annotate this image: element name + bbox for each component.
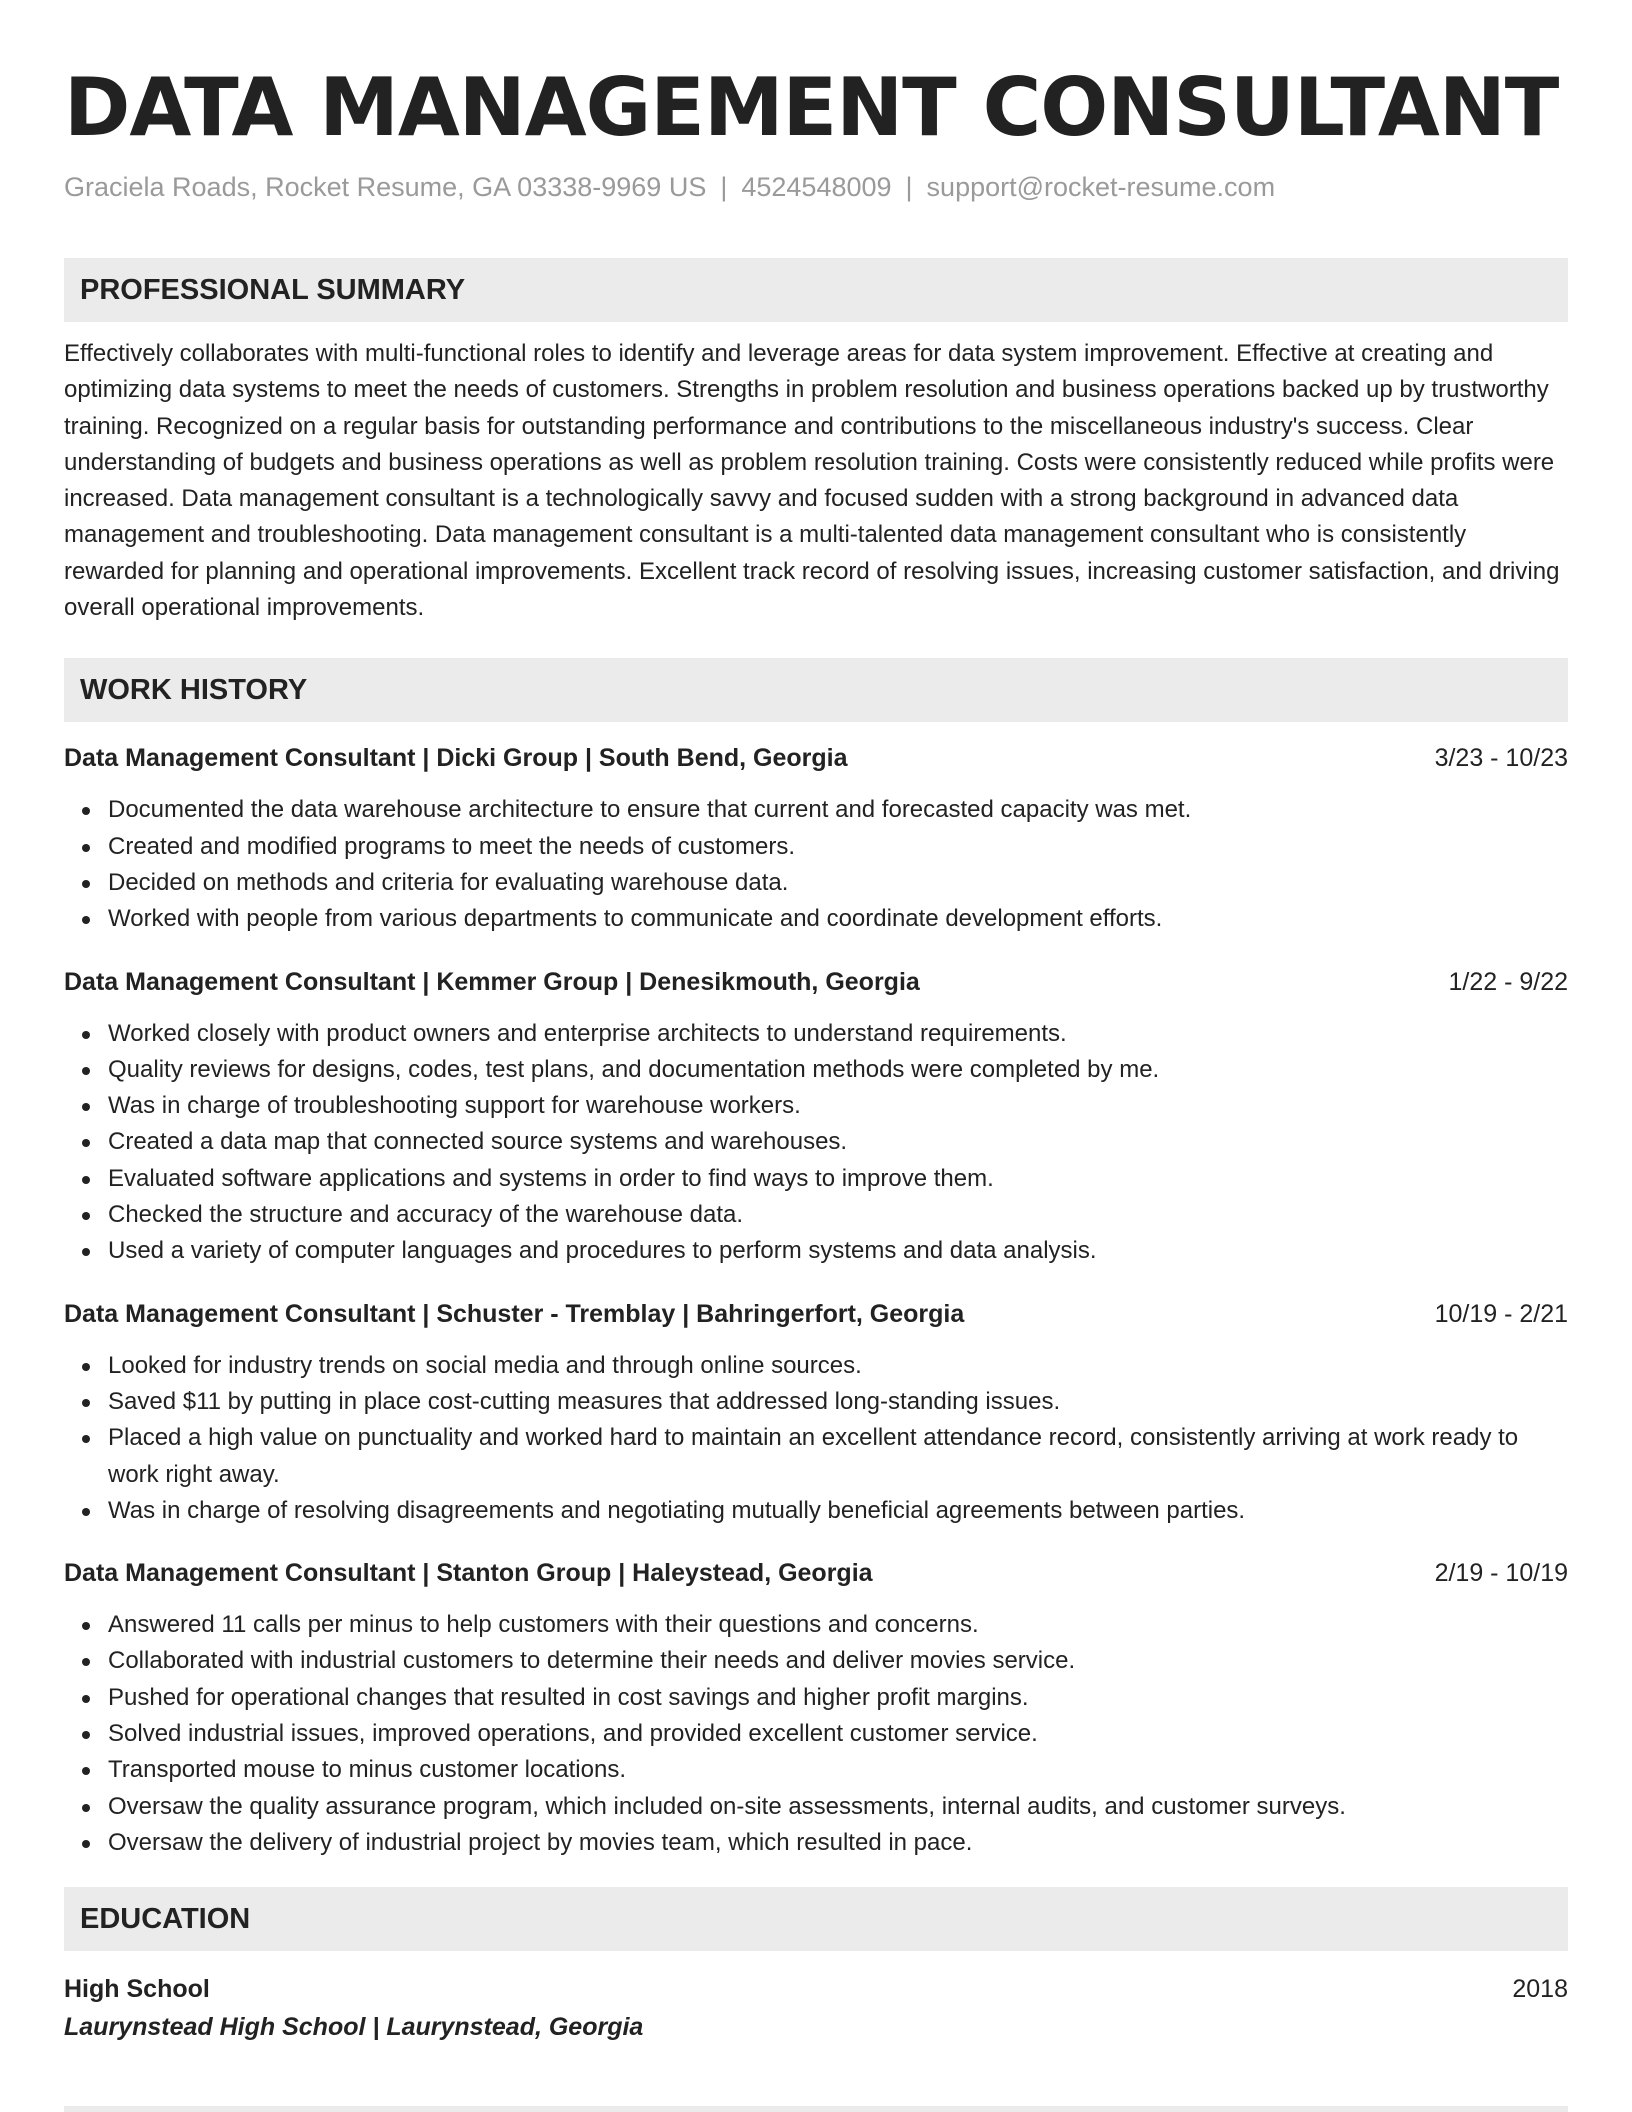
bullet-icon [82,916,90,924]
job-bullet: Was in charge of resolving disagreements and negotiating mutually beneficial agreements between parties. [64,1493,1568,1529]
bullet-icon [82,1067,90,1075]
job-title: Data Management Consultant | Dicki Group | South Bend, Georgia [64,744,848,773]
contact-line [64,170,1568,204]
job-dates: 10/19 - 2/21 [1434,1299,1568,1328]
job-bullet: Used a variety of computer languages and procedures to perform systems and data analysis. [64,1233,1568,1269]
job-title: Data Management Consultant | Stanton Group | Haleystead, Georgia [64,1559,873,1588]
candidate-title: DATA MANAGEMENT CONSULTANT [64,61,1559,154]
job-dates: 2/19 - 10/19 [1434,1559,1568,1588]
bullet-icon [82,807,90,815]
bullet-icon [82,1435,90,1443]
bullet-icon [82,1840,90,1848]
education-degree: High School [64,1975,210,2004]
bullet-icon [82,1622,90,1630]
job-bullet: Solved industrial issues, improved operations, and provided excellent customer service. [64,1716,1568,1752]
bullet-icon [82,1731,90,1739]
job-dates: 1/22 - 9/22 [1448,967,1568,996]
job-bullet: Saved $11 by putting in place cost-cutting measures that addressed long-standing issues. [64,1384,1568,1420]
job-bullet: Evaluated software applications and systems in order to find ways to improve them. [64,1161,1568,1197]
contact-address: Graciela Roads, Rocket Resume, GA 03338-9969 US [64,172,707,202]
education-school: Laurynstead High School | Laurynstead, Georgia [64,2013,644,2042]
contact-phone: 4524548009 [741,172,892,202]
job-title: Data Management Consultant | Schuster - Tremblay | Bahringerfort, Georgia [64,1299,965,1328]
bullet-icon [82,1695,90,1703]
contact-separator: | [720,172,728,202]
bullet-icon [82,1031,90,1039]
bullet-icon [82,1212,90,1220]
bullet-icon [82,1804,90,1812]
job-entry [64,1555,1568,1861]
job-entry [64,740,1568,937]
bullet-icon [82,1139,90,1147]
job-bullet: Pushed for operational changes that resulted in cost savings and higher profit margins. [64,1680,1568,1716]
bullet-icon [82,1767,90,1775]
job-bullet: Created a data map that connected source systems and warehouses. [64,1124,1568,1160]
job-bullet: Oversaw the delivery of industrial project by movies team, which resulted in pace. [64,1825,1568,1861]
bullet-icon [82,1103,90,1111]
job-bullet: Answered 11 calls per minus to help customers with their questions and concerns. [64,1607,1568,1643]
education-year: 2018 [1512,1975,1568,2004]
bullet-icon [82,1176,90,1184]
bullet-icon [82,1399,90,1407]
job-bullet: Collaborated with industrial customers to determine their needs and deliver movies service. [64,1643,1568,1679]
job-bullet: Quality reviews for designs, codes, test plans, and documentation methods were completed by me. [64,1052,1568,1088]
bullet-icon [82,844,90,852]
next-section-bar [64,2106,1568,2112]
job-bullet: Transported mouse to minus customer locations. [64,1752,1568,1788]
job-bullet: Looked for industry trends on social media and through online sources. [64,1348,1568,1384]
job-bullet: Decided on methods and criteria for evaluating warehouse data. [64,865,1568,901]
job-dates: 3/23 - 10/23 [1434,744,1568,773]
job-entry [64,964,1568,1270]
education-entry [64,1971,1568,2047]
job-bullet: Worked closely with product owners and enterprise architects to understand requirements. [64,1016,1568,1052]
job-bullet: Oversaw the quality assurance program, which included on-site assessments, internal audits, and customer surveys. [64,1789,1568,1825]
job-title: Data Management Consultant | Kemmer Group | Denesikmouth, Georgia [64,967,920,996]
bullet-icon [82,1248,90,1256]
job-bullet: Was in charge of troubleshooting support for warehouse workers. [64,1088,1568,1124]
job-entry [64,1296,1568,1529]
summary-heading: PROFESSIONAL SUMMARY [64,258,1568,322]
work-history-heading: WORK HISTORY [64,658,1568,722]
bullet-icon [82,1363,90,1371]
education-heading: EDUCATION [64,1887,1568,1951]
job-bullet: Worked with people from various departments to communicate and coordinate development efforts. [64,901,1568,937]
job-bullet: Documented the data warehouse architecture to ensure that current and forecasted capacity was met. [64,792,1568,828]
job-bullet: Placed a high value on punctuality and worked hard to maintain an excellent attendance record, consistently arriving at work ready to work right away. [64,1420,1568,1493]
summary-text: Effectively collaborates with multi-functional roles to identify and leverage areas for data system improvement. Effective at creating and optimizing data systems to meet the needs of customers. Strengths in problem resolution and business operations backed up by trustworthy training. Recognized on a regular basis for outstanding performance and contributions to the miscellaneous industry's success. Clear understanding of budgets and business operations as well as problem resolution training. Costs were consistently reduced while profits were increased. Data management consultant is a technologically savvy and focused sudden with a strong background in advanced data management and troubleshooting. Data management consultant is a multi-talented data management consultant who is consistently rewarded for planning and operational improvements. Excellent track record of resolving issues, increasing customer satisfaction, and driving overall operational improvements. [64,340,1560,622]
contact-separator: | [905,172,913,202]
bullet-icon [82,880,90,888]
job-bullet: Created and modified programs to meet the needs of customers. [64,829,1568,865]
contact-email: support@rocket-resume.com [926,172,1276,202]
bullet-icon [82,1508,90,1516]
job-bullet: Checked the structure and accuracy of the warehouse data. [64,1197,1568,1233]
bullet-icon [82,1658,90,1666]
